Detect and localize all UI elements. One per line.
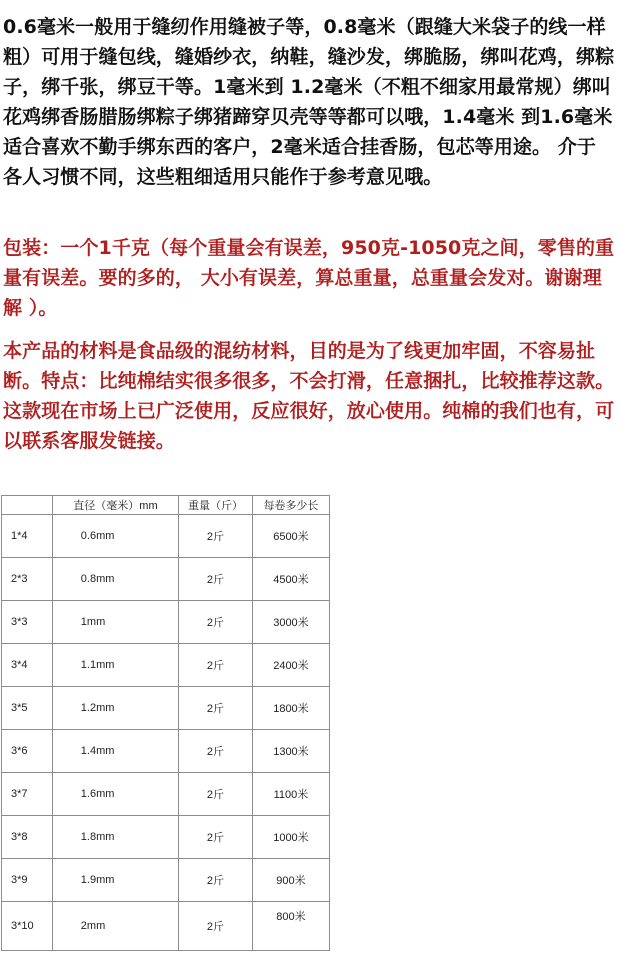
cell-diameter: 1.1mm: [52, 644, 178, 687]
cell-spec: 3*9: [2, 859, 53, 902]
cell-diameter: 1.6mm: [52, 773, 178, 816]
header-weight: 重量（斤）: [179, 496, 253, 515]
cell-length: 1100米: [252, 773, 329, 816]
header-length: 每卷多少长: [252, 496, 329, 515]
cell-spec: 3*6: [2, 730, 53, 773]
table-row: [2, 601, 330, 644]
cell-spec: 3*5: [2, 687, 53, 730]
cell-length: 6500米: [252, 515, 329, 558]
cell-weight: 2斤: [179, 902, 253, 951]
cell-diameter: 0.6mm: [52, 515, 178, 558]
table-row: [2, 902, 330, 951]
cell-length: 3000米: [252, 601, 329, 644]
cell-spec: 3*10: [2, 902, 53, 951]
cell-spec: 3*8: [2, 816, 53, 859]
cell-spec: 3*4: [2, 644, 53, 687]
cell-diameter: 1.8mm: [52, 816, 178, 859]
cell-diameter: 1.4mm: [52, 730, 178, 773]
cell-length: 4500米: [252, 558, 329, 601]
cell-length: 1800米: [252, 687, 329, 730]
table-row: [2, 859, 330, 902]
table-row: [2, 773, 330, 816]
header-diameter: 直径（毫米）mm: [52, 496, 178, 515]
cell-diameter: 0.8mm: [52, 558, 178, 601]
table-row: [2, 730, 330, 773]
spec-table: [1, 495, 330, 951]
cell-length: 1300米: [252, 730, 329, 773]
cell-length: 800米: [252, 902, 329, 951]
table-row: [2, 644, 330, 687]
header-spec: [2, 496, 53, 515]
cell-weight: 2斤: [179, 816, 253, 859]
packaging-note: 包装：一个1千克（每个重量会有误差，950克-1050克之间，零售的重量有误差。要的多的， 大小有误差，算总重量，总重量会发对。谢谢理解 ）。: [3, 237, 615, 319]
table-header-row: [2, 496, 330, 515]
cell-weight: 2斤: [179, 773, 253, 816]
table-row: [2, 816, 330, 859]
usage-description: 0.6毫米一般用于缝纫作用缝被子等，0.8毫米（跟缝大米袋子的线一样粗）可用于缝包线，缝婚纱衣，纳鞋，缝沙发，绑脆肠，绑叫花鸡，绑粽子，绑千张，绑豆干等。1毫米到 1.2毫米（不粗不细家用最常规）绑叫花鸡绑香肠腊肠绑粽子绑猪蹄穿贝壳等等都可以哦，1.4毫米 到1.6毫米适合喜欢不勤手绑东西的客户，2毫米适合挂香肠，包芯等用途。 介于各人习惯不同，这些粗细适用只能作于参考意见哦。: [3, 16, 615, 188]
cell-weight: 2斤: [179, 687, 253, 730]
cell-diameter: 1.2mm: [52, 687, 178, 730]
cell-spec: 2*3: [2, 558, 53, 601]
material-description: 本产品的材料是食品级的混纺材料，目的是为了线更加牢固，不容易扯断。特点：比纯棉结实很多很多，不会打滑，任意捆扎，比较推荐这款。这款现在市场上已广泛使用，反应很好，放心使用。纯棉的我们也有，可以联系客服发链接。: [3, 340, 615, 452]
cell-length: 1000米: [252, 816, 329, 859]
cell-diameter: 1.9mm: [52, 859, 178, 902]
cell-spec: 1*4: [2, 515, 53, 558]
cell-spec: 3*7: [2, 773, 53, 816]
cell-length: 900米: [252, 859, 329, 902]
cell-weight: 2斤: [179, 515, 253, 558]
table-row: [2, 515, 330, 558]
cell-length: 2400米: [252, 644, 329, 687]
cell-weight: 2斤: [179, 644, 253, 687]
cell-spec: 3*3: [2, 601, 53, 644]
cell-diameter: 2mm: [52, 902, 178, 951]
cell-weight: 2斤: [179, 558, 253, 601]
table-row: [2, 687, 330, 730]
cell-diameter: 1mm: [52, 601, 178, 644]
cell-weight: 2斤: [179, 859, 253, 902]
cell-weight: 2斤: [179, 601, 253, 644]
table-row: [2, 558, 330, 601]
cell-weight: 2斤: [179, 730, 253, 773]
